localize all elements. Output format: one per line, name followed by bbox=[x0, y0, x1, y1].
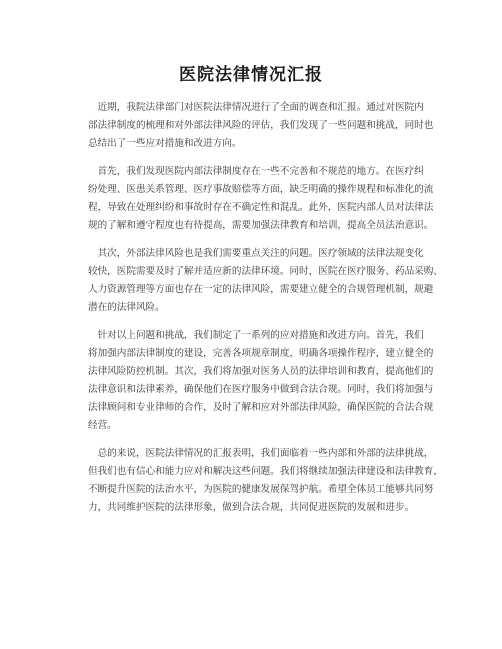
paragraph-line: 人力资源管理等方面也存在一定的法律风险，需要建立健全的合规管理机制，规避 bbox=[88, 284, 434, 295]
document-body bbox=[88, 99, 443, 527]
paragraph-line: 将加强内部法律制度的建设，完善各项规章制度，明确各项操作程序，建立健全的 bbox=[88, 348, 434, 359]
paragraph-line: 纷处理、医患关系管理、医疗事故赔偿等方面，缺乏明确的操作规程和标准化的流 bbox=[88, 184, 434, 195]
paragraph-line: 针对以上问题和挑战，我们制定了一系列的应对措施和改进方向。首先，我们 bbox=[88, 330, 424, 341]
paragraph-measures bbox=[88, 327, 434, 435]
paragraph-line: 首先，我们发现医院内部法律制度存在一些不完善和不规范的地方。在医疗纠 bbox=[88, 166, 424, 177]
paragraph-line: 总的来说，医院法律情况的汇报表明，我们面临着一些内部和外部的法律挑战， bbox=[88, 448, 434, 459]
paragraph-line: 但我们也有信心和能力应对和解决这些问题。我们将继续加强法律建设和法律教育， bbox=[88, 466, 443, 477]
paragraph-line: 部法律制度的梳理和对外部法律风险的评估，我们发现了一些问题和挑战，同时也 bbox=[88, 120, 434, 131]
paragraph-line: 法律顾问和专业律师的合作，及时了解和应对外部法律风险，确保医院的合法合规 bbox=[88, 402, 434, 413]
paragraph-line: 近期，我院法律部门对医院法律情况进行了全面的调查和汇报。通过对医院内 bbox=[88, 102, 424, 113]
paragraph-line: 不断提升医院的法治水平，为医院的健康发展保驾护航。希望全体员工能够共同努 bbox=[88, 484, 434, 495]
paragraph-line: 法律意识和法律素养，确保他们在医疗服务中做到合法合规。同时，我们将加强与 bbox=[88, 384, 434, 395]
paragraph-external-risks bbox=[88, 245, 443, 317]
paragraph-line: 法律风险防控机制。其次，我们将加强对医务人员的法律培训和教育，提高他们的 bbox=[88, 366, 434, 377]
paragraph-line: 其次，外部法律风险也是我们需要重点关注的问题。医疗领域的法律法规变化 bbox=[88, 248, 424, 259]
paragraph-conclusion bbox=[88, 445, 443, 517]
paragraph-line: 潜在的法律风险。 bbox=[88, 302, 165, 313]
paragraph-line: 力，共同维护医院的法律形象，做到合法合规，共同促进医院的发展和进步。 bbox=[88, 502, 415, 513]
paragraph-internal-issues bbox=[88, 163, 434, 235]
paragraph-intro bbox=[88, 99, 434, 153]
paragraph-line: 较快，医院需要及时了解并适应新的法律环境。同时，医院在医疗服务、药品采购、 bbox=[88, 266, 443, 277]
paragraph-line: 程，导致在处理纠纷和事故时存在不确定性和混乱。此外，医院内部人员对法律法 bbox=[88, 202, 434, 213]
paragraph-line: 规的了解和遵守程度也有待提高，需要加强法律教育和培训，提高全员法治意识。 bbox=[88, 220, 434, 231]
paragraph-line: 总结出了一些应对措施和改进方向。 bbox=[88, 138, 242, 149]
paragraph-line: 经营。 bbox=[88, 420, 117, 431]
document-title: 医院法律情况汇报 bbox=[179, 65, 323, 85]
